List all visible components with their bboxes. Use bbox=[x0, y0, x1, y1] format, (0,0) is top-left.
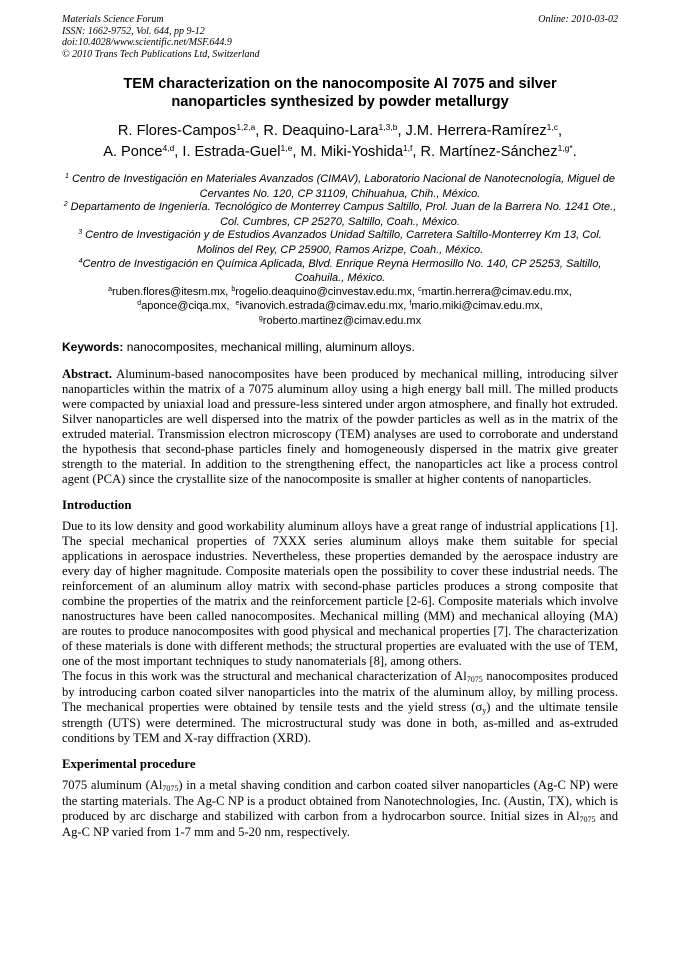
abstract-label: Abstract. bbox=[62, 366, 113, 381]
author-name: A. Ponce bbox=[103, 144, 163, 160]
paper-title bbox=[62, 75, 618, 111]
email-line-2 bbox=[62, 300, 618, 315]
keywords-label: Keywords: bbox=[62, 339, 124, 354]
paragraph-text: nanocomposites produced by introducing carbon coated silver nanoparticles into the matrix of the aluminum alloy, by milling process. The mechanical properties were obtained by tensile tests and the yield stress (σ bbox=[62, 668, 618, 714]
author-superscript: 4,d bbox=[162, 143, 175, 153]
email-a: ruben.flores@itesm.mx, bbox=[111, 285, 229, 298]
experimental-paragraph-1 bbox=[62, 778, 618, 840]
email-line-3 bbox=[62, 315, 618, 330]
author-separator: . bbox=[572, 144, 577, 160]
affiliation-number: 1 bbox=[65, 173, 69, 180]
email-line-1 bbox=[62, 286, 618, 301]
subscript: y bbox=[482, 705, 487, 715]
author-superscript: 1,3,b bbox=[378, 122, 398, 132]
author-name: , J.M. Herrera-Ramírez bbox=[397, 123, 547, 139]
online-date: Online: 2010-03-02 bbox=[538, 14, 618, 25]
email-b: rogelio.deaquino@cinvestav.edu.mx, bbox=[235, 285, 415, 298]
affiliation-number: 3 bbox=[78, 229, 83, 237]
email-d: aponce@ciqa.mx, bbox=[141, 300, 230, 313]
keywords-text: nanocomposites, mechanical milling, aluminum alloys. bbox=[123, 339, 415, 354]
title-line-1: TEM characterization on the nanocomposite Al 7075 and silver bbox=[123, 76, 557, 92]
subscript: 7075 bbox=[579, 814, 596, 824]
email-marker: a bbox=[108, 285, 112, 293]
abstract-text: Aluminum-based nanocomposites have been produced by mechanical milling, introducing silver nanoparticles within the matrix of a 7075 aluminum alloy using a high energy ball mill. The milled products were compacted by uniaxial load and pressure-less sintered under argon atmosphere, and finally hot extruded. Silver nanoparticles are well dispersed into the matrix of the powder particles as well as in the matrix of the extruded material. Transmission electron microscopy (TEM) analyses are used to corroborate and understand the hypothesis that second-phase particles finely and homogeneously dispersed in the matrix give greater strength to the material. In addition to the strengthening effect, the nanoparticles act like a process control agent (PCA) since the crystallite size of the nanocomposite is smaller at higher contents of nanoparticles. bbox=[62, 366, 618, 486]
introduction-paragraph-2 bbox=[62, 669, 618, 746]
paragraph-text: The focus in this work was the structural and mechanical characterization of Al bbox=[62, 668, 467, 683]
affiliation-1 bbox=[62, 173, 618, 201]
abstract bbox=[62, 367, 618, 487]
email-marker: e bbox=[235, 300, 240, 308]
author-superscript: 1,e bbox=[280, 143, 293, 153]
author-separator: , bbox=[558, 123, 563, 139]
email-c: martin.herrera@cimav.edu.mx, bbox=[421, 285, 572, 298]
author-line-2 bbox=[62, 142, 618, 163]
affiliation-2 bbox=[62, 201, 618, 229]
introduction-paragraph-1: Due to its low density and good workability aluminum alloys have a great range of industrial applications [1]. The special mechanical properties of 7XXX series aluminum alloys make them suitable for special applications in aerospace industries. Nevertheless, these properties demanded by the aerospace industry are every day of higher magnitude. Composite materials open the possibility to cover these industrial needs. The reinforcement of an aluminum alloy matrix with second-phase particles produces a strong composite that combine the properties of the matrix and the reinforcement particle [2-6]. Composite materials which involve nanostructures have been called nanocomposites. Mechanical milling (MM) and mechanical alloying (MA) are routes to produce nanocomposites with good physical and mechanical properties [7]. The characterization of these materials is done with different methods; the structural properties are evaluated with the use of TEM, one of the most important techniques to study nanomaterials [8], among others. bbox=[62, 518, 618, 668]
email-marker: c bbox=[418, 285, 422, 293]
title-line-2: nanoparticles synthesized by powder metallurgy bbox=[171, 94, 509, 110]
introduction-heading: Introduction bbox=[62, 497, 132, 512]
email-e: ivanovich.estrada@cimav.edu.mx, bbox=[239, 300, 407, 313]
author-emails bbox=[62, 286, 618, 330]
affiliation-number: 2 bbox=[63, 201, 68, 209]
journal-name: Materials Science Forum bbox=[62, 14, 164, 25]
affiliation-3 bbox=[62, 229, 618, 257]
author-name: , I. Estrada-Guel bbox=[174, 144, 281, 160]
paper-page bbox=[62, 14, 618, 840]
author-list bbox=[62, 121, 618, 163]
email-marker: d bbox=[137, 300, 142, 308]
affiliation-4 bbox=[62, 258, 618, 286]
author-line-1 bbox=[62, 121, 618, 142]
author-name: R. Flores-Campos bbox=[117, 123, 237, 139]
paragraph-text: and Ag-C NP varied from 1-7 mm and 5-20 nm, respectively. bbox=[62, 808, 618, 839]
email-marker: f bbox=[409, 300, 412, 308]
author-superscript: 1,g* bbox=[557, 143, 573, 153]
subscript: 7075 bbox=[466, 674, 483, 684]
affiliations bbox=[62, 173, 618, 286]
author-superscript: 1,f bbox=[402, 143, 413, 153]
author-name: , M. Miki-Yoshida bbox=[292, 144, 403, 160]
author-name: , R. Martínez-Sánchez bbox=[412, 144, 558, 160]
email-f: mario.miki@cimav.edu.mx, bbox=[411, 300, 543, 313]
email-marker: b bbox=[231, 285, 236, 293]
affiliation-number: 4 bbox=[78, 257, 83, 265]
journal-header bbox=[62, 14, 618, 60]
issn: ISSN: 1662-9752, Vol. 644, pp 9-12 bbox=[62, 25, 205, 37]
email-marker: g bbox=[258, 314, 263, 322]
affiliation-text: Centro de Investigación en Química Aplicada, Blvd. Enrique Reyna Hermosillo No. 140, CP 25253, Saltillo, Coahuila., México. bbox=[82, 257, 602, 285]
affiliation-text: Departamento de Ingeniería. Tecnológico de Monterrey Campus Saltillo, Prol. Juan de la Barrera No. 1241 Ote., Col. Cumbres, CP 25270, Saltillo, Coah., México. bbox=[70, 201, 617, 228]
subscript: 7075 bbox=[162, 783, 179, 793]
author-name: , R. Deaquino-Lara bbox=[255, 123, 379, 139]
paragraph-text: ) and the ultimate tensile strength (UTS) were determined. The microstructural study was done in both, as-milled and as-extruded conditions by TEM and X-ray diffraction (XRD). bbox=[62, 699, 619, 745]
paragraph-text: ) in a metal shaving condition and carbon coated silver nanoparticles (Ag-C NP) were the starting materials. The Ag-C NP is a product obtained from Nanotechnologies, Inc. (Austin, TX), which is produced by arc discharge and stabilized with carbon from a hydrocarbon source. Initial sizes in Al bbox=[62, 777, 618, 823]
experimental-heading: Experimental procedure bbox=[62, 756, 196, 771]
keywords bbox=[62, 340, 618, 355]
author-superscript: 1,c bbox=[546, 122, 558, 132]
affiliation-text: Centro de Investigación y de Estudios Avanzados Unidad Saltillo, Carretera Saltillo-Monterrey Km 13, Col. Molinos del Rey, CP 25900, Ramos Arizpe, Coah., México. bbox=[85, 229, 602, 256]
author-superscript: 1,2,a bbox=[236, 122, 256, 132]
affiliation-text: Centro de Investigación en Materiales Avanzados (CIMAV), Laboratorio Nacional de Nanotecnología, Miguel de Cervantes No. 120, CP 31109, Chihuahua, Chih., México. bbox=[71, 173, 615, 200]
paragraph-text: 7075 aluminum (Al bbox=[62, 777, 163, 792]
copyright: © 2010 Trans Tech Publications Ltd, Switzerland bbox=[62, 48, 260, 60]
email-g: roberto.martinez@cimav.edu.mx bbox=[262, 314, 422, 327]
doi: doi:10.4028/www.scientific.net/MSF.644.9 bbox=[62, 37, 232, 48]
